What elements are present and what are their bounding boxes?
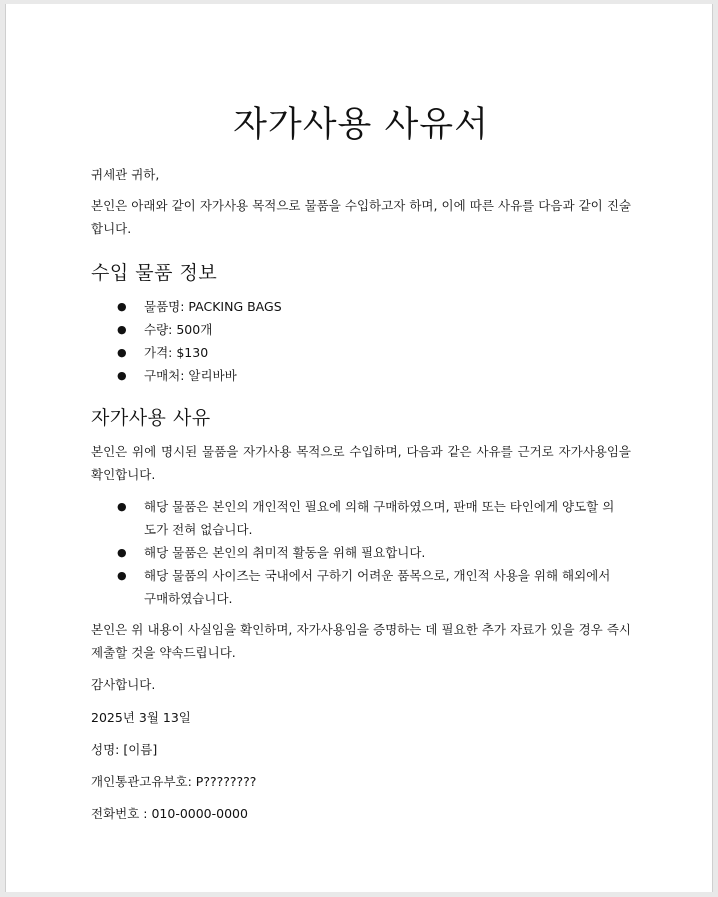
phone-field: 전화번호 : 010-0000-0000 <box>91 806 248 821</box>
list-item <box>91 541 631 564</box>
date-text: 2025년 3월 13일 <box>91 710 191 725</box>
salutation: 귀세관 귀하, <box>91 167 160 182</box>
customs-code-field: 개인통관고유부호: P???????? <box>91 774 257 789</box>
list-item-text: 물품명: PACKING BAGS <box>144 299 282 314</box>
name-field: 성명: [이름] <box>91 742 158 757</box>
list-item-text: 구매처: 알리바바 <box>144 368 237 383</box>
list-item <box>91 295 631 318</box>
list-item-text: 해당 물품은 본인의 개인적인 필요에 의해 구매하였으며, 판매 또는 타인에게 양도할 의도가 전혀 없습니다. <box>144 499 615 537</box>
list-item <box>91 564 631 610</box>
reason-list <box>91 495 631 610</box>
bullet-icon: ● <box>117 369 127 382</box>
bullet-icon: ● <box>117 500 127 513</box>
list-item <box>91 318 631 341</box>
document-page <box>5 4 713 892</box>
list-item-text: 해당 물품의 사이즈는 국내에서 구하기 어려운 품목으로, 개인적 사용을 위해 해외에서 구매하였습니다. <box>144 568 611 606</box>
thanks-text: 감사합니다. <box>91 677 156 692</box>
bullet-icon: ● <box>117 569 127 582</box>
reason-intro-paragraph: 본인은 위에 명시된 물품을 자가사용 목적으로 수입하며, 다음과 같은 사유를 근거로 자가사용임을 확인합니다. <box>91 444 631 482</box>
bullet-icon: ● <box>117 346 127 359</box>
document-title: 자가사용 사유서 <box>233 105 489 145</box>
list-item <box>91 364 631 387</box>
bullet-icon: ● <box>117 300 127 313</box>
bullet-icon: ● <box>117 546 127 559</box>
list-item <box>91 495 631 541</box>
closing-paragraph: 본인은 위 내용이 사실임을 확인하며, 자가사용임을 증명하는 데 필요한 추가 자료가 있을 경우 즉시 제출할 것을 약속드립니다. <box>91 622 631 660</box>
item-info-list <box>91 295 631 387</box>
list-item-text: 해당 물품은 본인의 취미적 활동을 위해 필요합니다. <box>144 545 426 560</box>
list-item-text: 가격: $130 <box>144 345 209 360</box>
bullet-icon: ● <box>117 323 127 336</box>
list-item-text: 수량: 500개 <box>144 322 213 337</box>
section-heading-item-info: 수입 물품 정보 <box>91 262 218 284</box>
list-item <box>91 341 631 364</box>
intro-paragraph: 본인은 아래와 같이 자가사용 목적으로 물품을 수입하고자 하며, 이에 따른 사유를 다음과 같이 진술합니다. <box>91 198 631 236</box>
section-heading-reason: 자가사용 사유 <box>91 407 211 429</box>
